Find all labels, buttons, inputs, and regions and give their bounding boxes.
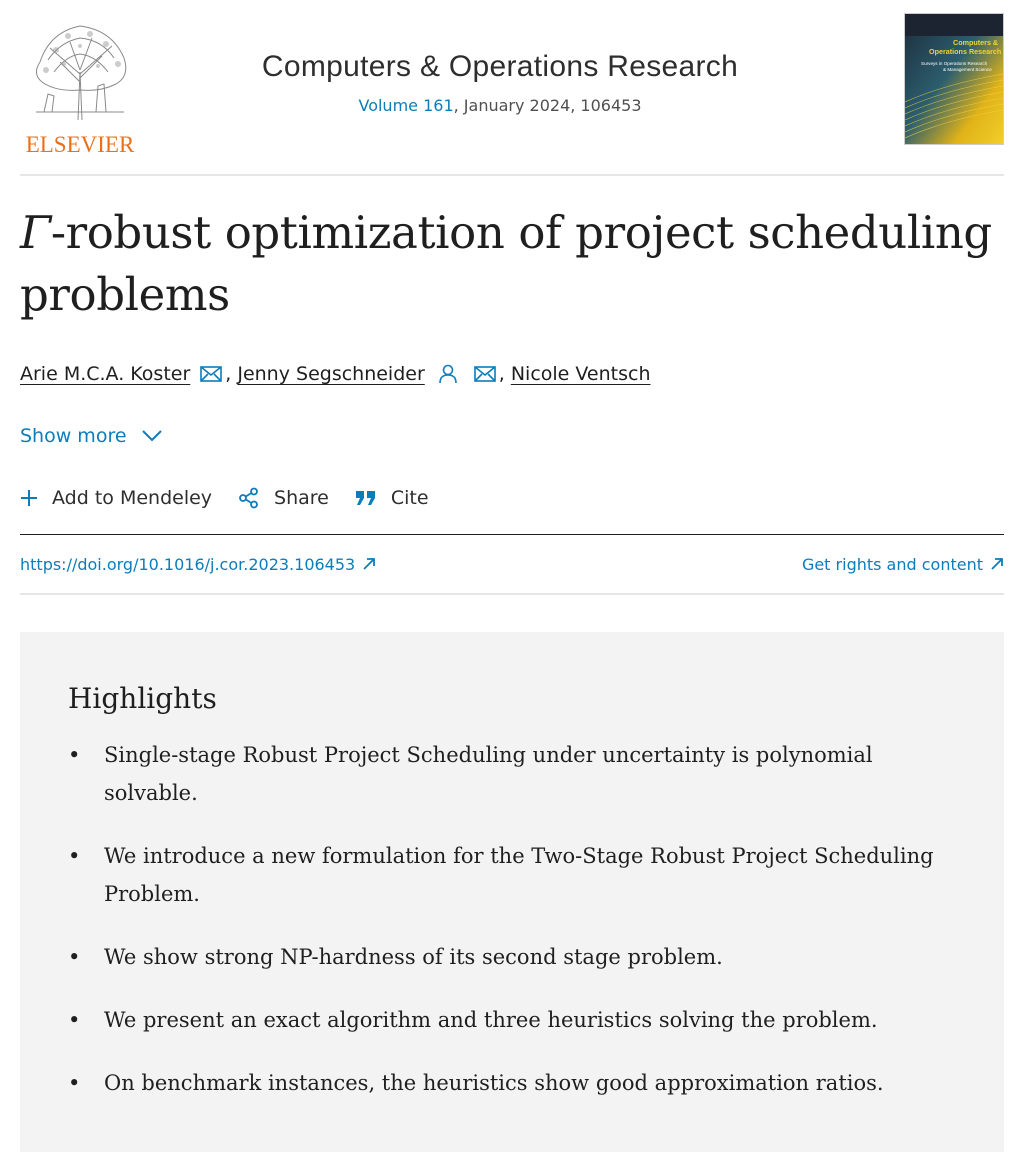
volume-link[interactable]: Volume 161 <box>358 96 454 115</box>
highlights-heading: Highlights <box>68 682 217 715</box>
author-separator: , <box>498 363 505 385</box>
journal-header <box>20 0 1004 176</box>
cite-label: Cite <box>390 487 429 509</box>
bullet-icon: • <box>68 743 81 767</box>
share-icon <box>238 487 260 509</box>
author-list <box>20 360 1004 388</box>
author-ventsch[interactable]: Nicole Ventsch <box>510 363 651 385</box>
cover-line1: Computers & <box>953 38 999 47</box>
plus-icon <box>20 489 38 507</box>
rights-text: Get rights and content <box>801 554 983 574</box>
journal-title[interactable]: Computers & Operations Research <box>261 50 739 83</box>
quote-icon <box>355 489 377 507</box>
author-koster[interactable]: Arie M.C.A. Koster <box>20 363 191 385</box>
author-segschneider[interactable]: Jenny Segschneider <box>237 363 425 385</box>
highlight-text: We show strong NP-hardness of its second stage problem. <box>104 945 723 969</box>
doi-link[interactable] <box>20 555 376 574</box>
issue-info: , January 2024, 106453 <box>453 96 642 115</box>
highlight-text: On benchmark instances, the heuristics show good approximation ratios. <box>104 1071 884 1095</box>
title-gamma-symbol: Γ <box>20 206 51 259</box>
bullet-icon: • <box>68 844 81 868</box>
envelope-icon[interactable] <box>474 366 496 382</box>
article-title <box>20 202 1004 326</box>
publisher-name: ELSEVIER <box>25 132 135 157</box>
rights-link[interactable] <box>802 555 1004 574</box>
bullet-icon: • <box>68 1008 81 1032</box>
cover-line2: Operations Research <box>929 47 1002 56</box>
highlight-item <box>68 736 948 812</box>
journal-meta <box>220 96 780 115</box>
highlight-text: We introduce a new formulation for the Two-Stage Robust Project Scheduling Problem. <box>104 844 934 906</box>
cover-line4: & Management Science <box>943 67 992 72</box>
author-separator: , <box>225 363 232 385</box>
show-more-button[interactable] <box>20 422 1004 450</box>
journal-info <box>220 50 780 115</box>
highlight-text: We present an exact algorithm and three heuristics solving the problem. <box>104 1008 878 1032</box>
share-label: Share <box>274 487 329 509</box>
tree-logo-icon <box>20 12 140 122</box>
envelope-icon[interactable] <box>200 366 222 382</box>
highlights-list <box>68 736 948 1127</box>
person-icon[interactable] <box>438 364 458 384</box>
highlight-item <box>68 938 948 976</box>
add-to-mendeley-button[interactable] <box>20 484 212 512</box>
bullet-icon: • <box>68 1071 81 1095</box>
show-more-label: Show more <box>20 425 127 447</box>
article-actions <box>20 484 1004 535</box>
highlight-item <box>68 1064 948 1102</box>
doi-text: https://doi.org/10.1016/j.cor.2023.106453 <box>20 554 356 574</box>
bullet-icon: • <box>68 945 81 969</box>
highlights-section <box>20 632 1004 1152</box>
share-button[interactable] <box>238 484 329 512</box>
elsevier-logo[interactable] <box>20 12 140 157</box>
external-arrow-icon <box>990 557 1004 571</box>
external-arrow-icon <box>362 557 376 571</box>
journal-cover[interactable] <box>904 13 1004 145</box>
highlight-item <box>68 1001 948 1039</box>
cite-button[interactable] <box>355 484 429 512</box>
cover-line3: Surveys in Operations Research <box>921 61 988 66</box>
article-links <box>20 535 1004 595</box>
mendeley-label: Add to Mendeley <box>52 487 213 509</box>
title-text: -robust optimization of project scheduling problems <box>20 206 992 321</box>
highlight-item <box>68 837 948 913</box>
highlight-text: Single-stage Robust Project Scheduling under uncertainty is polynomial solvable. <box>104 743 873 805</box>
chevron-down-icon <box>141 429 163 443</box>
